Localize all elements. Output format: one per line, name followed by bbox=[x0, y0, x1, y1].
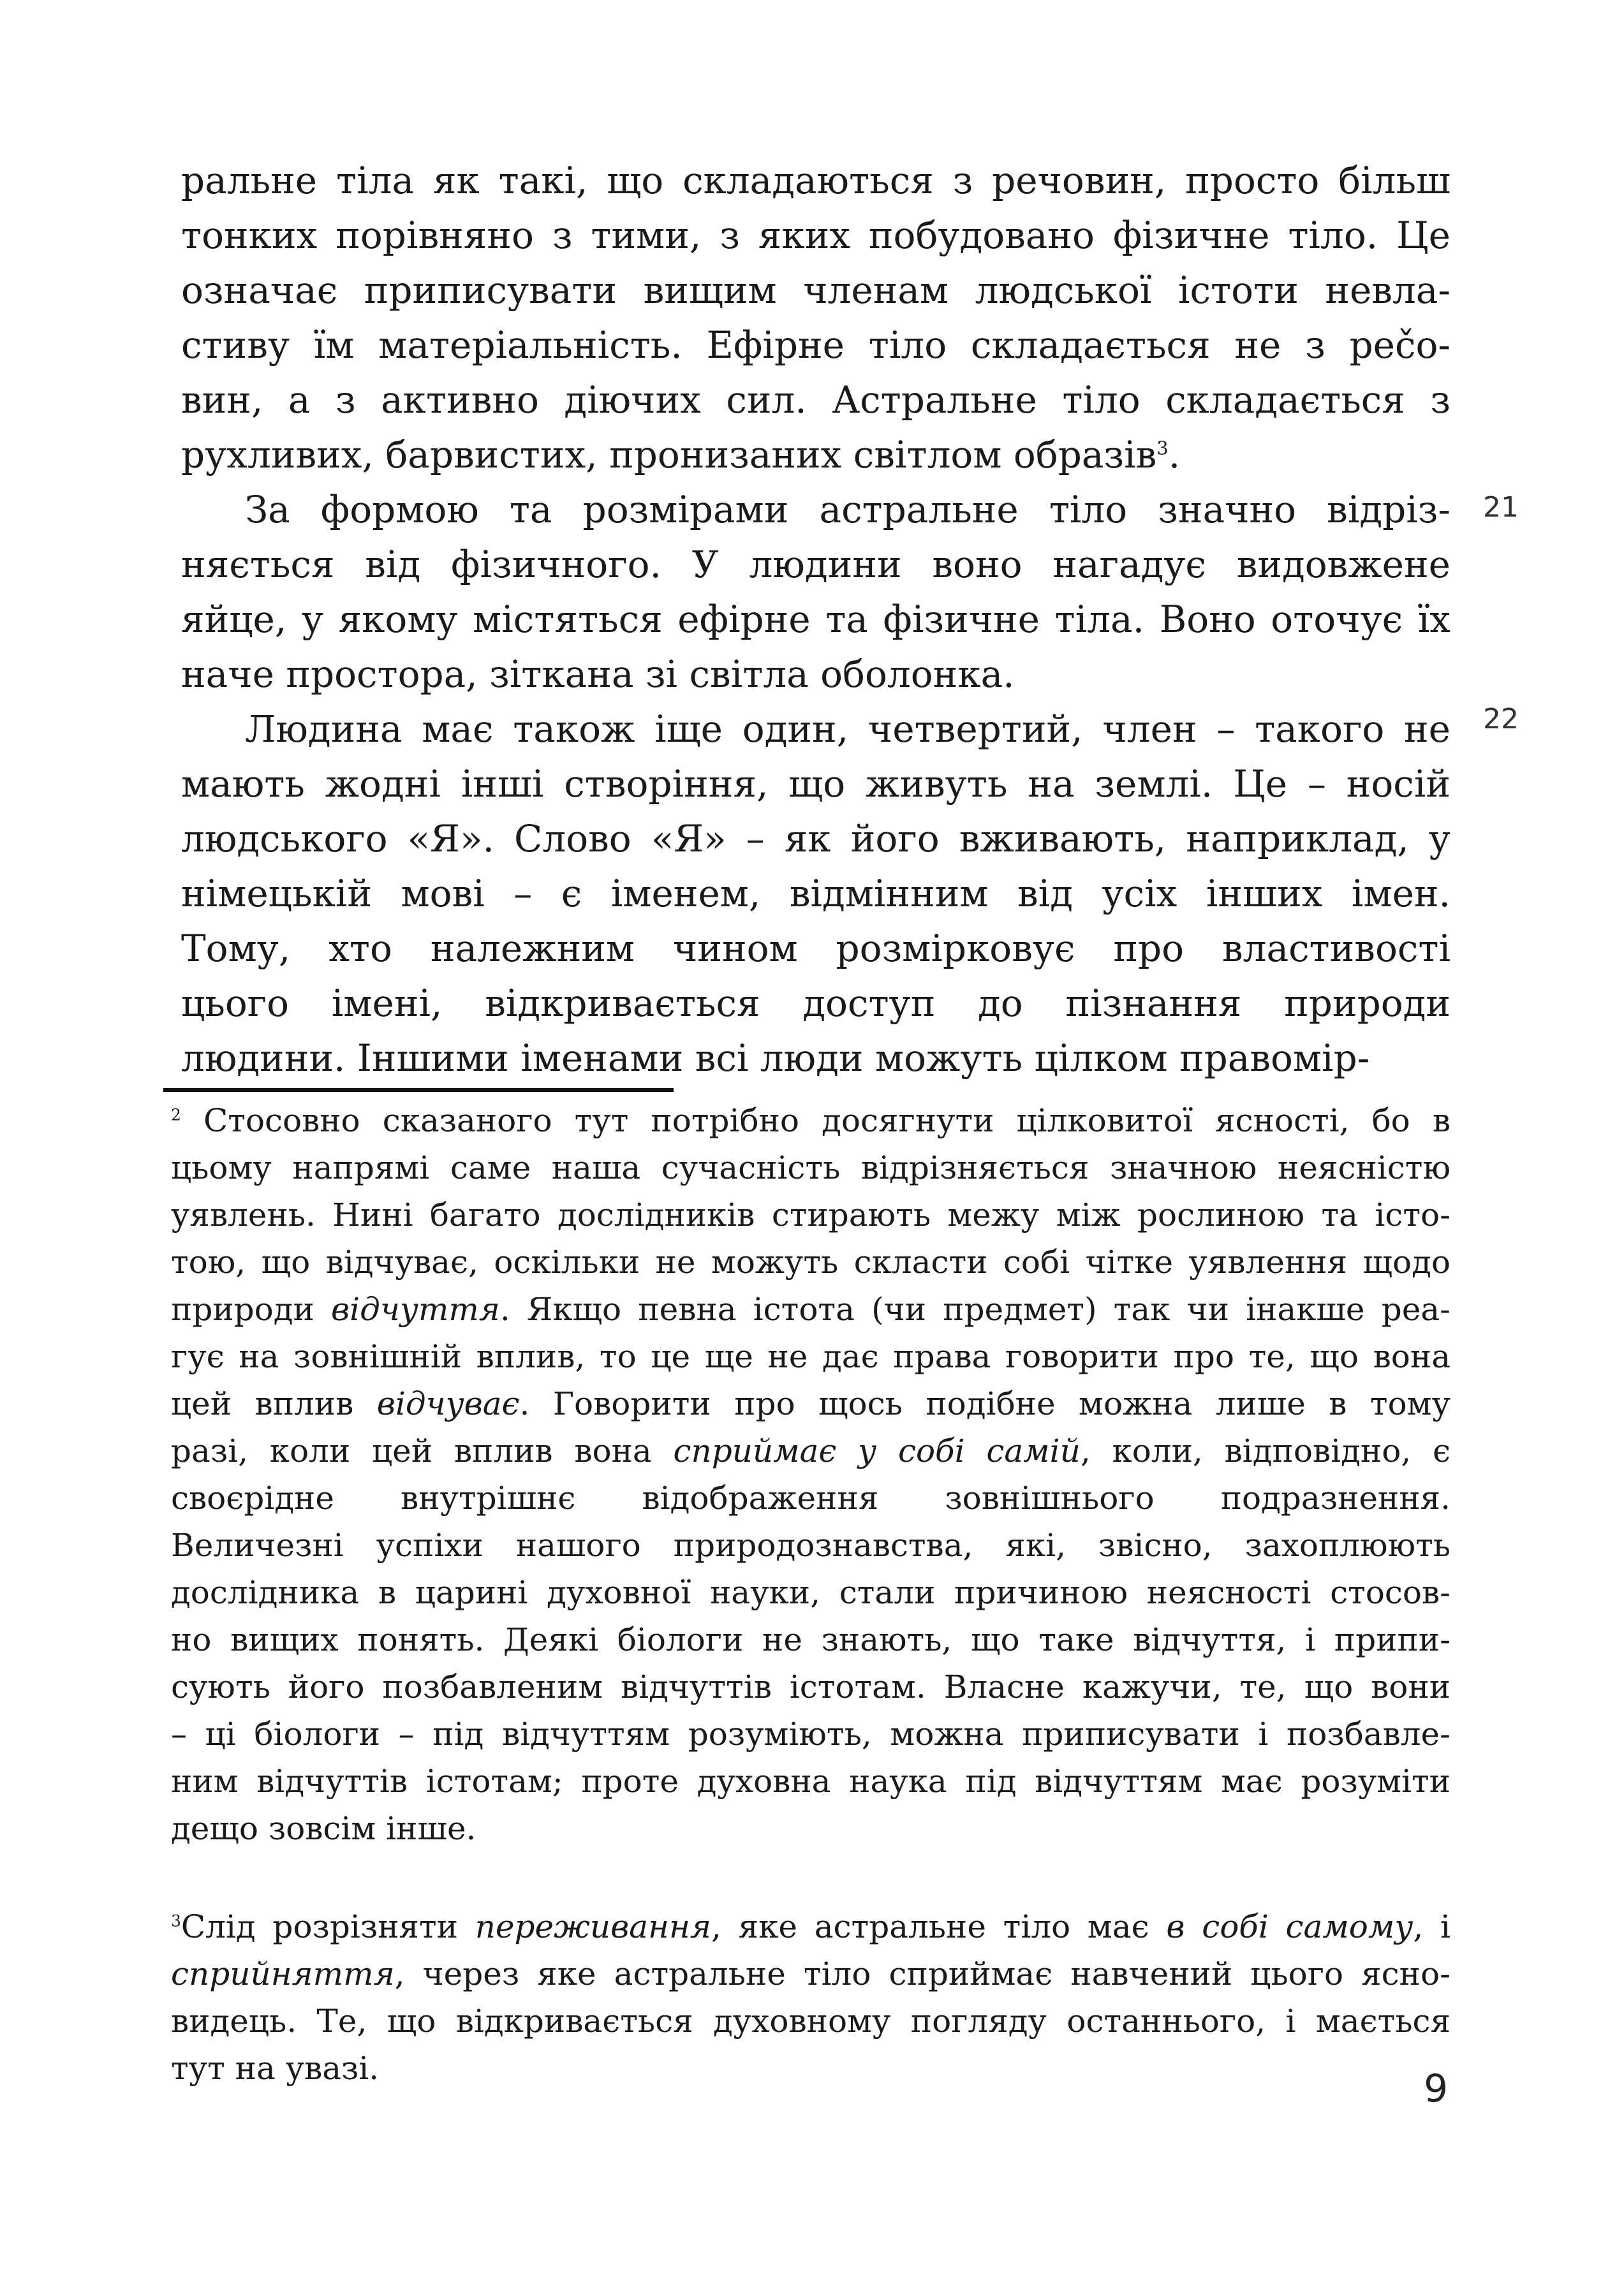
italic-term: переживання bbox=[475, 1908, 711, 1945]
italic-term: сприймає у собі самій bbox=[673, 1432, 1081, 1469]
italic-term: відчуття bbox=[331, 1291, 500, 1328]
text-line: людського «Я». Слово «Я» – як його вживають, наприклад, у bbox=[181, 817, 1451, 860]
footnote-line: уявлень. Нині багато дослідників стирають межу між рослиною та істо- bbox=[171, 1196, 1451, 1233]
text-fragment: , яке астральне тіло має bbox=[711, 1908, 1167, 1945]
text-fragment: . bbox=[1168, 433, 1181, 476]
footnote-line: ним відчуттів істотам; проте духовна наука під відчуттям має розуміти bbox=[171, 1763, 1451, 1800]
footnote-mark: 2 bbox=[171, 1105, 181, 1124]
margin-number: 22 bbox=[1483, 703, 1519, 735]
text-line: людини. Іншими іменами всі люди можуть цілком правомір- bbox=[181, 1036, 1370, 1080]
italic-term: відчуває bbox=[376, 1385, 520, 1422]
text-line: няється від фізичного. У людини воно нагадує видовжене bbox=[181, 543, 1451, 586]
text-fragment: разі, коли цей вплив вона bbox=[171, 1432, 674, 1469]
footnote-line: видець. Те, що відкривається духовному погляду останнього, і мається bbox=[171, 2003, 1451, 2040]
text-fragment: , і bbox=[1413, 1908, 1451, 1945]
footnote-line bbox=[171, 1286, 1451, 1333]
text-line: мають жодні інші створіння, що живуть на землі. Це – носій bbox=[181, 762, 1451, 806]
footnote-line bbox=[171, 1427, 1451, 1475]
main-text bbox=[181, 153, 1451, 1085]
footnote-line bbox=[171, 1097, 1451, 1144]
footnote-line: гує на зовнішній вплив, то це ще не дає права говорити про те, що вона bbox=[171, 1338, 1451, 1375]
footnote-divider bbox=[163, 1088, 674, 1092]
footnotes bbox=[171, 1097, 1451, 2092]
footnote-line: своєрідне внутрішнє відображення зовнішнього подразнення. bbox=[171, 1480, 1451, 1517]
text-fragment: . Якщо певна істота (чи предмет) так чи інакше реа- bbox=[499, 1291, 1451, 1328]
italic-term: сприйняття bbox=[171, 1955, 395, 1992]
text-line: яйце, у якому містяться ефірне та фізичне тіла. Воно оточує їх bbox=[181, 598, 1451, 641]
text-line: За формою та розмірами астральне тіло значно відріз- bbox=[245, 488, 1451, 531]
text-line: Людина має також іще один, четвертий, член – такого не bbox=[245, 707, 1451, 751]
text-fragment: Стосовно сказаного тут потрібно досягнути цілковитої ясності, бо в bbox=[203, 1102, 1451, 1139]
text-line: тонких порівняно з тими, з яких побудовано фізичне тіло. Це bbox=[181, 214, 1451, 257]
text-line: стиву їм матеріальність. Ефірне тіло складається не з рečo- bbox=[181, 323, 1451, 367]
text-line: цього імені, відкривається доступ до пізнання природи bbox=[181, 982, 1451, 1025]
margin-number: 21 bbox=[1483, 491, 1519, 524]
text-fragment: , через яке астральне тіло сприймає навчений цього ясно- bbox=[394, 1955, 1451, 1992]
footnote-line bbox=[171, 1903, 1451, 1950]
footnote-line: дослідника в царині духовної науки, стали причиною неясності стосов- bbox=[171, 1574, 1451, 1611]
text-fragment: природи bbox=[171, 1291, 332, 1328]
text-line: наче простора, зіткана зі світла оболонка. bbox=[181, 652, 1015, 696]
text-fragment: цей вплив bbox=[171, 1385, 377, 1422]
footnote-line: сують його позбавленим відчуттів істотам. Власне кажучи, те, що вони bbox=[171, 1668, 1451, 1705]
text-fragment: Слід розрізняти bbox=[181, 1908, 475, 1945]
text-line: вин, а з активно діючих сил. Астральне тіло складається з bbox=[181, 378, 1451, 422]
footnote-mark: 3 bbox=[171, 1911, 181, 1931]
text-line: ральне тіла як такі, що складаються з речовин, просто більш bbox=[181, 159, 1451, 202]
footnote-line: дещо зовсім інше. bbox=[171, 1810, 476, 1847]
text-line: Тому, хто належним чином розмірковує про властивості bbox=[181, 927, 1451, 970]
footnote-line: – ці біологи – під відчуттям розуміють, можна приписувати і позбавле- bbox=[171, 1716, 1451, 1753]
italic-term: в собі самому bbox=[1166, 1908, 1414, 1945]
footnote-line bbox=[171, 1380, 1451, 1427]
footnote-line: но вищих понять. Деякі біологи не знають, що таке відчуття, і припи- bbox=[171, 1621, 1451, 1658]
footnote-line: цьому напрямі саме наша сучасність відрізняється значною неясністю bbox=[171, 1149, 1451, 1186]
footnote-line: тут на увазі. bbox=[171, 2050, 380, 2087]
text-fragment: рухливих, барвистих, пронизаних світлом образів bbox=[181, 433, 1157, 476]
text-fragment: . Говорити про щось подібне можна лише в тому bbox=[519, 1385, 1451, 1422]
footnote-line: тою, що відчуває, оскільки не можуть скласти собі чітке уявлення щодо bbox=[171, 1244, 1451, 1281]
page-number: 9 bbox=[1424, 2066, 1449, 2111]
text-line: німецькій мові – є іменем, відмінним від усіх інших імен. bbox=[181, 872, 1451, 915]
text-fragment: , коли, відповідно, є bbox=[1080, 1432, 1451, 1469]
text-line bbox=[181, 427, 1451, 482]
footnote-line bbox=[171, 1950, 1451, 1998]
footnote-ref[interactable]: 3 bbox=[1156, 437, 1169, 459]
footnote-line: Величезні успіхи нашого природознавства, які, звісно, захоплюють bbox=[171, 1527, 1451, 1564]
text-line: означає приписувати вищим членам людської істоти невла- bbox=[181, 269, 1451, 312]
footnote-spacer bbox=[171, 1852, 1451, 1903]
